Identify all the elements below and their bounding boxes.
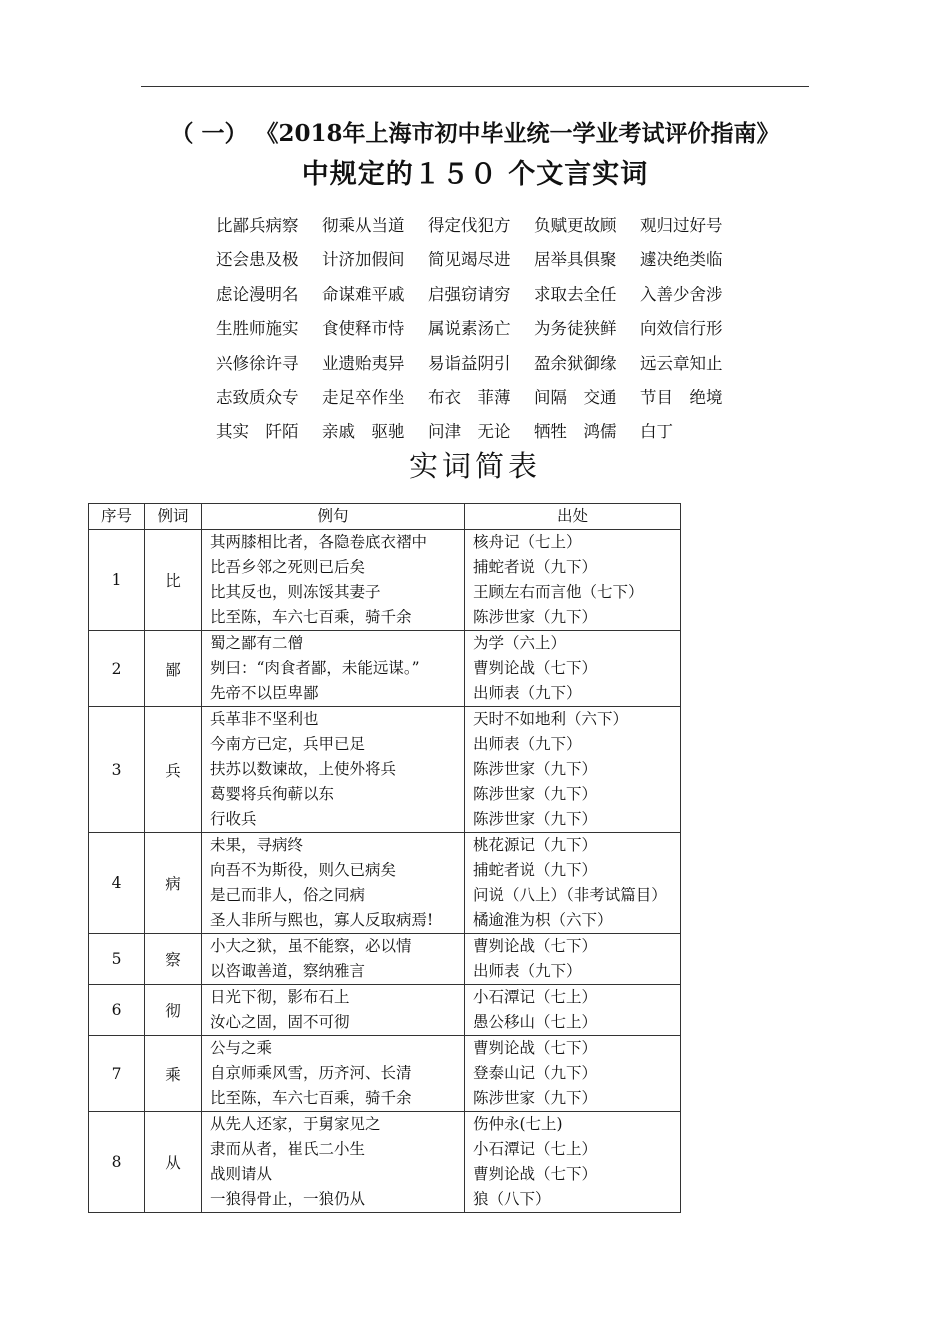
section-title: 实词简表 xyxy=(408,449,541,483)
example-sentence: 兵革非不坚利也 xyxy=(210,710,319,728)
header-source: 出处 xyxy=(465,504,681,530)
example-sentence: 公与之乘 xyxy=(210,1039,273,1057)
example-sentence: 今南方已定，兵甲已足 xyxy=(210,735,366,753)
table-row xyxy=(89,833,681,934)
example-sentence: 日光下彻，影布石上 xyxy=(210,988,350,1006)
row-number: 6 xyxy=(89,985,145,1036)
word-group: 命谋难平戚 xyxy=(322,284,405,304)
source-text: 王顾左右而言他（七下） xyxy=(473,583,644,601)
table-row xyxy=(89,1112,681,1213)
row-number: 5 xyxy=(89,934,145,985)
example-sentence: 蜀之鄙有二僧 xyxy=(210,634,304,652)
source-text: 伤仲永(七上) xyxy=(473,1115,563,1133)
example-sentence: 比至陈，车六七百乘，骑千余 xyxy=(210,1089,412,1107)
words-table xyxy=(88,503,681,1213)
word-group: 其实 阡陌 xyxy=(216,422,299,442)
example-sentences xyxy=(202,1036,465,1112)
word-group: 入善少舍涉 xyxy=(640,284,723,304)
source-text: 曹刿论战（七下） xyxy=(473,1039,598,1057)
sources xyxy=(465,833,681,934)
table-row xyxy=(89,631,681,707)
example-word: 病 xyxy=(145,833,202,934)
example-sentence: 是己而非人，俗之同病 xyxy=(210,886,366,904)
word-group: 易诣益阴引 xyxy=(428,353,511,373)
example-sentence: 先帝不以臣卑鄙 xyxy=(210,684,319,702)
source-text: 曹刿论战（七下） xyxy=(473,937,598,955)
word-group: 生胜师施实 xyxy=(216,319,299,339)
example-sentence: 自京师乘风雪，历齐河、长清 xyxy=(210,1064,412,1082)
word-group: 牺牲 鸿儒 xyxy=(534,422,617,442)
example-sentence: 战则请从 xyxy=(210,1165,273,1183)
source-text: 桃花源记（九下） xyxy=(473,836,598,854)
example-word: 兵 xyxy=(145,707,202,833)
word-group: 志致质众专 xyxy=(216,387,299,407)
sources xyxy=(465,707,681,833)
example-sentence: 小大之狱，虽不能察，必以情 xyxy=(210,937,412,955)
word-group: 得定伐犯方 xyxy=(428,216,511,235)
word-group: 间隔 交通 xyxy=(534,387,617,407)
sources xyxy=(465,1112,681,1213)
word-group: 问津 无论 xyxy=(428,422,511,442)
sources xyxy=(465,631,681,707)
word-group: 白丁 xyxy=(640,422,673,442)
word-group: 布衣 菲薄 xyxy=(428,387,511,407)
example-sentence: 比吾乡邻之死则已后矣 xyxy=(210,558,366,576)
source-text: 问说（八上）（非考试篇目） xyxy=(473,886,667,904)
word-group: 居举具俱聚 xyxy=(534,250,617,270)
word-group: 比鄙兵病察 xyxy=(216,216,299,235)
word-group: 遽决绝类临 xyxy=(640,250,723,270)
sources xyxy=(465,1036,681,1112)
example-word: 彻 xyxy=(145,985,202,1036)
example-sentences xyxy=(202,985,465,1036)
word-group: 兴修徐许寻 xyxy=(216,353,299,373)
top-rule xyxy=(141,86,809,87)
word-group: 节目 绝境 xyxy=(640,387,723,407)
sources xyxy=(465,530,681,631)
word-group: 业遗贻夷异 xyxy=(322,353,405,373)
source-text: 出师表（九下） xyxy=(473,684,582,702)
word-group: 为务徒狭鲜 xyxy=(534,319,617,339)
row-number: 8 xyxy=(89,1112,145,1213)
word-grid-row xyxy=(216,314,756,348)
table-header-row xyxy=(89,504,681,530)
sources xyxy=(465,985,681,1036)
table-row xyxy=(89,530,681,631)
example-word: 乘 xyxy=(145,1036,202,1112)
source-text: 狼（八下） xyxy=(473,1190,551,1208)
word-group: 向效信行形 xyxy=(640,319,723,339)
word-grid xyxy=(216,211,756,452)
source-text: 陈涉世家（九下） xyxy=(473,785,598,803)
example-word: 察 xyxy=(145,934,202,985)
example-sentence: 比其反也，则冻馁其妻子 xyxy=(210,583,381,601)
word-group: 简见竭尽进 xyxy=(428,250,511,270)
source-text: 出师表（九下） xyxy=(473,962,582,980)
word-group: 启强窃请穷 xyxy=(428,284,511,304)
example-sentence: 从先人还家，于舅家见之 xyxy=(210,1115,381,1133)
header-sentence: 例句 xyxy=(202,504,465,530)
word-group: 盈余狱御缘 xyxy=(534,353,617,373)
source-text: 捕蛇者说（九下） xyxy=(473,558,598,576)
example-sentence: 未果，寻病终 xyxy=(210,836,304,854)
example-sentences xyxy=(202,707,465,833)
word-group: 食使释市恃 xyxy=(322,319,405,339)
example-word: 从 xyxy=(145,1112,202,1213)
table-row xyxy=(89,934,681,985)
word-group: 属说素汤亡 xyxy=(428,319,511,339)
example-sentence: 刿曰：“肉食者鄙，未能远谋。” xyxy=(210,659,420,677)
example-sentence: 葛婴将兵徇蕲以东 xyxy=(210,785,335,803)
example-sentence: 隶而从者，崔氏二小生 xyxy=(210,1140,366,1158)
example-sentences xyxy=(202,1112,465,1213)
example-sentence: 扶苏以数谏故，上使外将兵 xyxy=(210,760,397,778)
example-sentences xyxy=(202,530,465,631)
word-grid-row xyxy=(216,211,756,245)
row-number: 2 xyxy=(89,631,145,707)
word-group: 亲戚 驱驰 xyxy=(322,422,405,442)
word-grid-row xyxy=(216,383,756,417)
source-text: 陈涉世家（九下） xyxy=(473,608,598,626)
table-row xyxy=(89,707,681,833)
row-number: 3 xyxy=(89,707,145,833)
source-text: 为学（六上） xyxy=(473,634,567,652)
source-text: 曹刿论战（七下） xyxy=(473,659,598,677)
word-group: 负赋更故顾 xyxy=(534,216,617,235)
word-group: 求取去全任 xyxy=(534,284,617,304)
example-word: 比 xyxy=(145,530,202,631)
example-sentence: 其两膝相比者，各隐卷底衣褶中 xyxy=(210,533,428,551)
table-row xyxy=(89,985,681,1036)
row-number: 7 xyxy=(89,1036,145,1112)
source-text: 登泰山记（九下） xyxy=(473,1064,598,1082)
example-sentence: 汝心之固，固不可彻 xyxy=(210,1013,350,1031)
example-sentence: 圣人非所与熙也，寡人反取病焉! xyxy=(210,911,434,929)
word-group: 走足卒作坐 xyxy=(322,387,405,407)
source-text: 橘逾淮为枳（六下） xyxy=(473,911,613,929)
word-grid-row xyxy=(216,245,756,279)
table-body xyxy=(89,530,681,1213)
source-text: 出师表（九下） xyxy=(473,735,582,753)
table-row xyxy=(89,1036,681,1112)
source-text: 捕蛇者说（九下） xyxy=(473,861,598,879)
word-grid-row xyxy=(216,349,756,383)
word-group: 远云章知止 xyxy=(640,353,723,373)
header-word: 例词 xyxy=(145,504,202,530)
source-text: 小石潭记（七上） xyxy=(473,988,598,1006)
header-num: 序号 xyxy=(89,504,145,530)
row-number: 4 xyxy=(89,833,145,934)
example-sentence: 行收兵 xyxy=(210,810,257,828)
row-number: 1 xyxy=(89,530,145,631)
source-text: 愚公移山（七上） xyxy=(473,1013,598,1031)
source-text: 陈涉世家（九下） xyxy=(473,810,598,828)
word-group: 还会患及极 xyxy=(216,250,299,270)
example-sentence: 比至陈，车六七百乘，骑千余 xyxy=(210,608,412,626)
example-sentences xyxy=(202,833,465,934)
source-text: 陈涉世家（九下） xyxy=(473,1089,598,1107)
word-group: 观归过好号 xyxy=(640,216,723,235)
title-line-2: 中规定的１５０ 个文言实词 xyxy=(301,159,649,190)
example-sentence: 一狼得骨止，一狼仍从 xyxy=(210,1190,366,1208)
word-group: 彻乘从当道 xyxy=(322,216,405,235)
source-text: 天时不如地利（六下） xyxy=(473,710,629,728)
sources xyxy=(465,934,681,985)
source-text: 核舟记（七上） xyxy=(473,533,582,551)
example-sentences xyxy=(202,934,465,985)
example-sentence: 以咨诹善道，察纳雅言 xyxy=(210,962,366,980)
word-grid-row xyxy=(216,280,756,314)
source-text: 陈涉世家（九下） xyxy=(473,760,598,778)
example-word: 鄙 xyxy=(145,631,202,707)
example-sentences xyxy=(202,631,465,707)
title-line-1: （ 一） 《2018年上海市初中毕业统一学业考试评价指南》 xyxy=(170,120,780,147)
word-group: 虑论漫明名 xyxy=(216,284,299,304)
example-sentence: 向吾不为斯役，则久已病矣 xyxy=(210,861,397,879)
word-group: 计济加假间 xyxy=(322,250,405,270)
source-text: 曹刿论战（七下） xyxy=(473,1165,598,1183)
source-text: 小石潭记（七上） xyxy=(473,1140,598,1158)
